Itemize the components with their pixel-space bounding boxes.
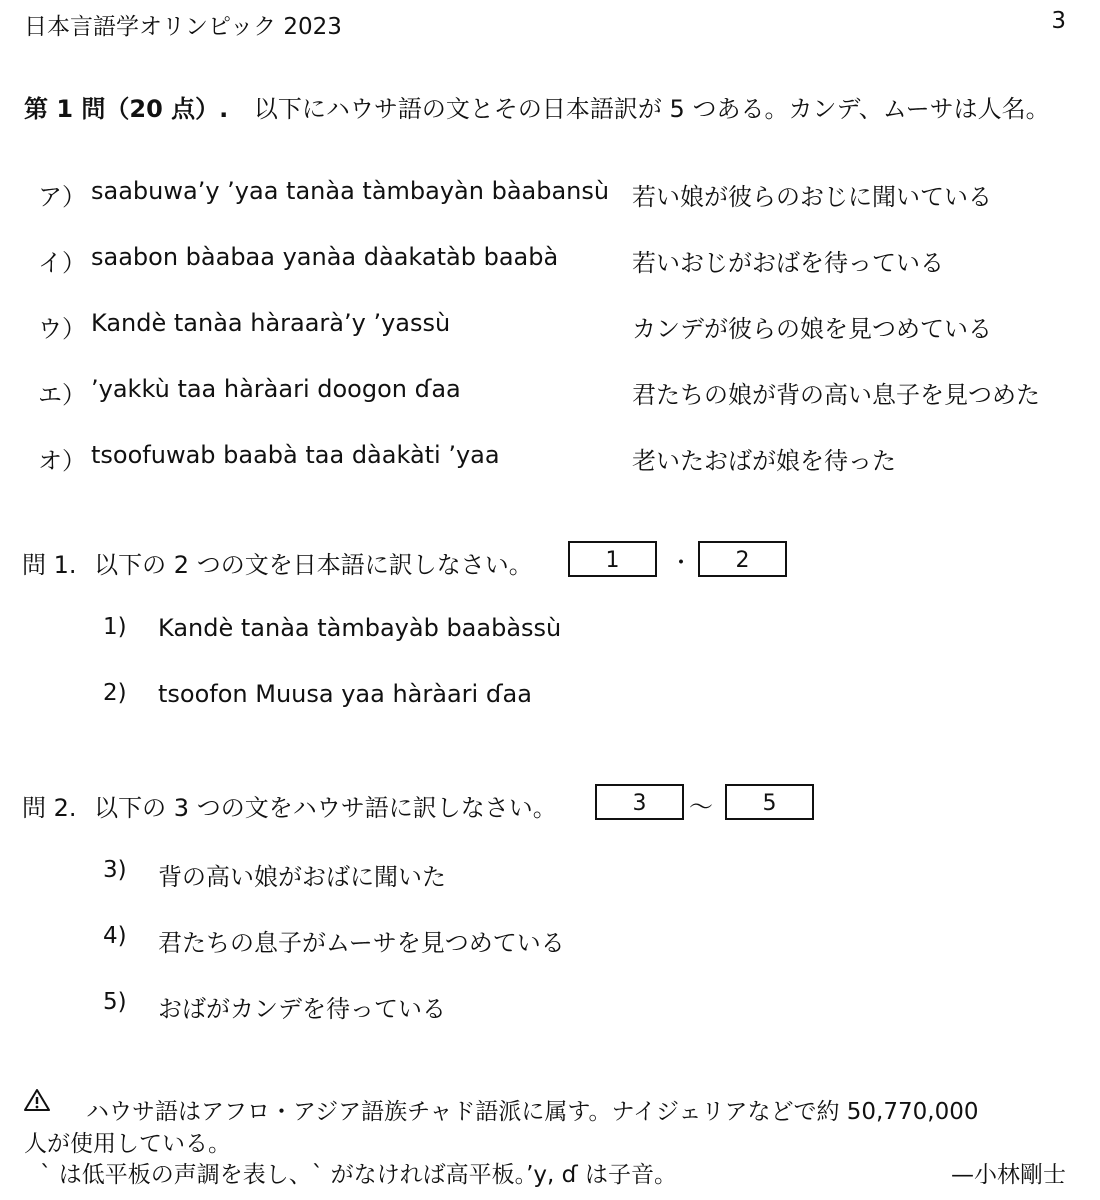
item-number: 4) — [103, 923, 127, 949]
answer-box-3: 3 — [595, 784, 684, 820]
question-2-prompt — [22, 788, 557, 823]
author-credit: —小林剛士 — [951, 1162, 1066, 1188]
item-text: 君たちの息子がムーサを見つめている — [158, 929, 565, 957]
example-japanese: 若い娘が彼らのおじに聞いている — [632, 183, 992, 211]
answer-separator: ・ — [670, 551, 693, 576]
footnote-line-1: ハウサ語はアフロ・アジア語族チャド語派に属す。ナイジェリアなどで約 50,770,000 — [86, 1099, 979, 1125]
example-hausa: saabon bàabaa yanàa dàakatàb baabà — [91, 243, 559, 271]
answer-range-separator: 〜 — [689, 793, 713, 821]
question-2-text: 以下の 3 つの文をハウサ語に訳しなさい。 — [94, 794, 557, 822]
warning-icon — [24, 1088, 50, 1116]
item-number: 3) — [103, 857, 127, 883]
example-japanese: カンデが彼らの娘を見つめている — [632, 315, 992, 343]
answer-box-5: 5 — [725, 784, 814, 820]
question-1-prompt — [22, 545, 533, 580]
example-label: ウ） — [38, 315, 86, 343]
item-number: 1) — [103, 614, 127, 640]
item-text: Kandè tanàa tàmbayàb baabàssù — [158, 614, 562, 642]
answer-box-2: 2 — [698, 541, 787, 577]
example-label: ア） — [38, 183, 86, 211]
example-hausa: saabuwa’y ’yaa tanàa tàmbayàn bàabansù — [91, 177, 610, 205]
example-hausa: Kandè tanàa hàraarà’y ’yassù — [91, 309, 451, 337]
example-hausa: ’yakkù taa hàràari doogon ɗaa — [91, 375, 461, 403]
answer-box-1: 1 — [568, 541, 657, 577]
item-text: 背の高い娘がおばに聞いた — [158, 863, 446, 891]
example-hausa: tsoofuwab baabà taa dàakàti ’yaa — [91, 441, 500, 469]
problem-statement — [24, 89, 1050, 124]
item-number: 2) — [103, 680, 127, 706]
example-label: エ） — [38, 381, 86, 409]
problem-intro: 以下にハウサ語の文とその日本語訳が 5 つある。カンデ、ムーサは人名。 — [253, 95, 1050, 123]
question-1-text: 以下の 2 つの文を日本語に訳しなさい。 — [94, 551, 533, 579]
example-japanese: 若いおじがおばを待っている — [632, 249, 944, 277]
footnote-line-2: 人が使用している。 — [24, 1131, 231, 1157]
item-number: 5) — [103, 989, 127, 1015]
example-japanese: 君たちの娘が背の高い息子を見つめた — [632, 381, 1040, 409]
footnote-line-3: ` は低平板の声調を表し、` がなければ高平板。’y, ɗ は子音。 — [40, 1162, 677, 1188]
example-japanese: 老いたおばが娘を待った — [632, 447, 896, 475]
item-text: おばがカンデを待っている — [158, 995, 446, 1023]
item-text: tsoofon Muusa yaa hàràari ɗaa — [158, 680, 532, 708]
problem-heading: 第 1 問（20 点）. — [24, 95, 229, 123]
question-1-label: 問 1. — [22, 551, 77, 579]
document-title: 日本言語学オリンピック 2023 — [24, 14, 342, 40]
question-2-label: 問 2. — [22, 794, 77, 822]
example-label: イ） — [38, 249, 86, 277]
example-label: オ） — [38, 447, 86, 475]
page-number: 3 — [1051, 8, 1066, 34]
